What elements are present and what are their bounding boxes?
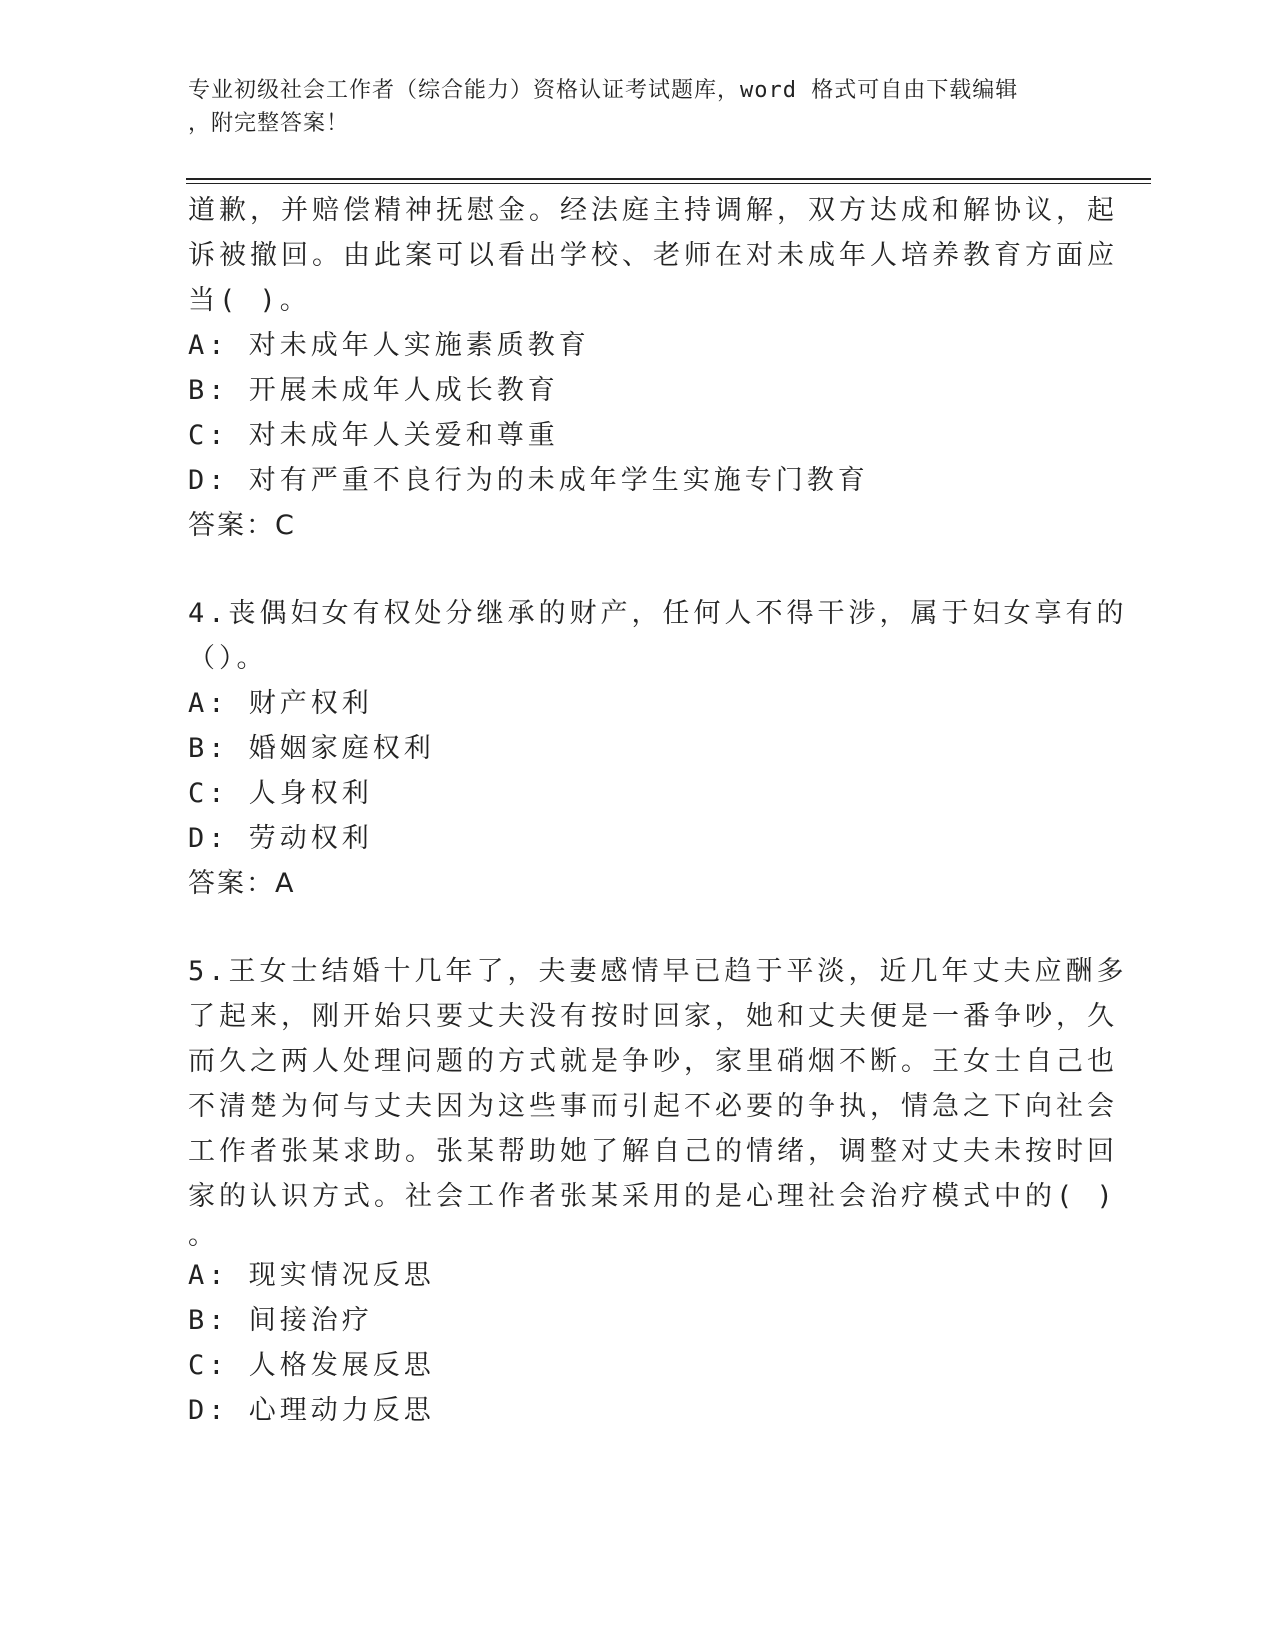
question-stem-line: 当( )。 [188,285,311,316]
question-stem-line: 家的认识方式。社会工作者张某采用的是心理社会治疗模式中的( ) [188,1181,1117,1212]
option-b: B: 间接治疗 [188,1305,373,1336]
question-4 [188,591,1128,906]
option-c: C: 人身权利 [188,778,373,809]
question-stem-line: （）。 [188,643,268,674]
question-stem-line: 工作者张某求助。张某帮助她了解自己的情绪，调整对丈夫未按时回 [188,1136,1118,1167]
option-d: D: 劳动权利 [188,823,373,854]
header-line-2: ，附完整答案！ [188,111,350,136]
option-c: C: 人格发展反思 [188,1350,435,1381]
question-stem-line: 道歉，并赔偿精神抚慰金。经法庭主持调解，双方达成和解协议，起 [188,195,1118,226]
spacer [188,906,1088,949]
option-a: A: 对未成年人实施素质教育 [188,330,590,361]
question-stem-line: 诉被撤回。由此案可以看出学校、老师在对未成年人培养教育方面应 [188,240,1118,271]
question-stem-line: 不清楚为何与丈夫因为这些事而引起不必要的争执，情急之下向社会 [188,1091,1118,1122]
option-b: B: 婚姻家庭权利 [188,733,435,764]
question-content [188,188,1128,1433]
question-5 [188,949,1128,1433]
header-rule-thick [186,178,1151,180]
question-3 [188,188,1118,548]
option-c: C: 对未成年人关爱和尊重 [188,420,559,451]
answer-label: 答案：A [188,868,296,899]
question-stem-line: 了起来，刚开始只要丈夫没有按时回家，她和丈夫便是一番争吵，久 [188,1001,1118,1032]
header-rule-thin [186,183,1151,184]
question-stem-line: 5.王女士结婚十几年了，夫妻感情早已趋于平淡，近几年丈夫应酬多 [188,956,1128,987]
option-a: A: 现实情况反思 [188,1260,435,1291]
answer-label: 答案：C [188,510,296,541]
document-header [188,74,1088,140]
option-b: B: 开展未成年人成长教育 [188,375,559,406]
header-line-1: 专业初级社会工作者（综合能力）资格认证考试题库，word 格式可自由下载编辑 [188,78,1019,103]
spacer [188,548,1088,591]
question-stem-line: 而久之两人处理问题的方式就是争吵，家里硝烟不断。王女士自己也 [188,1046,1118,1077]
option-d: D: 心理动力反思 [188,1395,435,1426]
question-stem-line: 4.丧偶妇女有权处分继承的财产，任何人不得干涉，属于妇女享有的 [188,598,1128,629]
option-a: A: 财产权利 [188,688,373,719]
question-stem-line: 。 [188,1220,219,1251]
option-d: D: 对有严重不良行为的未成年学生实施专门教育 [188,465,869,496]
